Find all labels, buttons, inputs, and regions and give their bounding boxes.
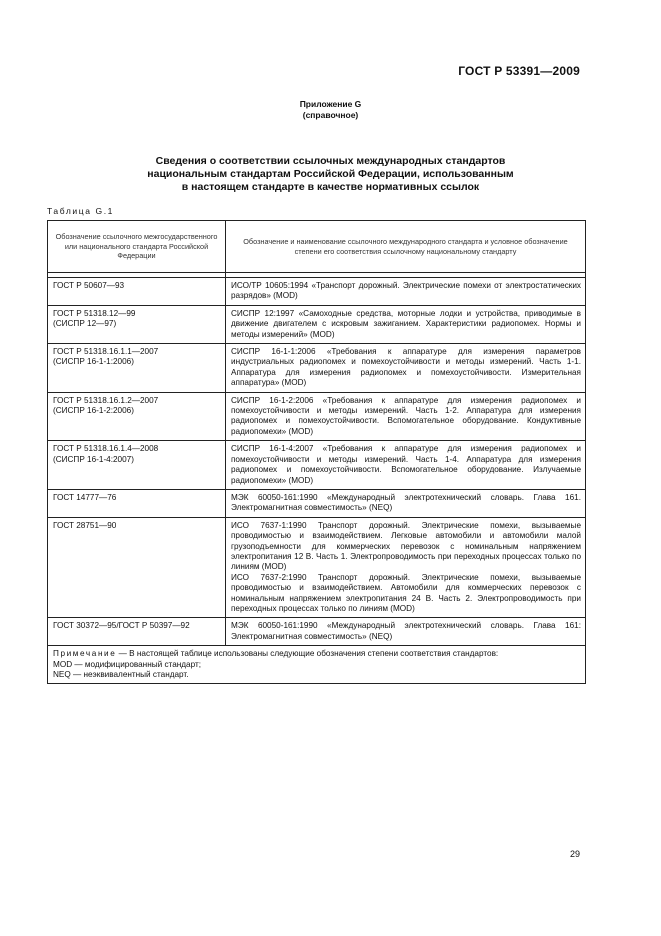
national-standard-cell xyxy=(48,305,226,343)
heading-line-2: национальным стандартам Российской Федерации, использованным xyxy=(147,168,514,180)
table-row xyxy=(48,305,586,343)
international-standard-cell xyxy=(226,517,586,618)
national-standard: ГОСТ 14777—76 xyxy=(53,492,117,502)
annex-subtitle: (справочное) xyxy=(302,110,359,120)
national-standard-equivalent: (СИСПР 16-1-1:2006) xyxy=(53,357,134,367)
national-standard-cell xyxy=(48,392,226,441)
heading-line-1: Сведения о соответствии ссылочных международных стандартов xyxy=(155,155,506,167)
international-standard-1: ИСО 7637-1:1990 Транспорт дорожный. Электрические помехи, вызываемые проводимостью и взаимодействием. Легковые автомобили и автомобили малой грузоподъемности для коммерческих перевозок с номинальным напряжением электропитания 12 В. Часть 1. Электропроводимость при переходных процессах только по линиям (MOD) xyxy=(231,520,581,572)
national-standard: ГОСТ Р 51318.16.1.4—2008 xyxy=(53,444,159,454)
national-standard-cell xyxy=(48,517,226,618)
national-standard-cell xyxy=(48,441,226,490)
national-standard: ГОСТ Р 51318.16.1.1—2007 xyxy=(53,347,159,357)
national-standard-cell xyxy=(48,489,226,517)
international-standard-cell: СИСПР 16-1-2:2006 «Требования к аппаратуре для измерения радиопомех и помехоустойчивости и методы измерений. Часть 1-2. Аппаратура для измерения радиопомех и помехоустойчивости. Вспомогательное оборудование. Кондуктивные радиопомехи» (MOD) xyxy=(226,392,586,441)
international-standard-2: ИСО 7637-2:1990 Транспорт дорожный. Электрические помехи, вызываемые проводимостью и взаимодействием. Автомобили для коммерческих перевозок с номинальным напряжением электропитания 24 В. Часть 2. Электропроводимость при переходных процессах только по линиям (MOD) xyxy=(231,572,581,613)
international-standard-cell: СИСПР 16-1-4:2007 «Требования к аппаратуре для измерения радиопомех и помехоустойчивости и методы измерений. Часть 1-4. Аппаратура для измерения радиопомех и помехоустойчивости. Вспомогательное оборудование. Излучаемые радиопомехи» (MOD) xyxy=(226,441,586,490)
table-row xyxy=(48,278,586,306)
note-intro xyxy=(53,649,581,659)
national-standard-equivalent: (СИСПР 12—97) xyxy=(53,319,117,329)
table-note xyxy=(48,646,586,684)
national-standard-cell xyxy=(48,618,226,646)
national-standard: ГОСТ Р 51318.16.1.2—2007 xyxy=(53,395,159,405)
section-heading xyxy=(0,155,661,194)
page-number: 29 xyxy=(569,849,580,859)
table-header-row xyxy=(48,221,586,273)
column-header-national: Обозначение ссылочного межгосударственного или национального стандарта Российской Федерации xyxy=(48,221,226,273)
correspondence-table xyxy=(47,220,586,684)
national-standard-cell xyxy=(48,344,226,393)
document-id: ГОСТ Р 53391—2009 xyxy=(458,64,580,78)
note-item-neq: NEQ — неэквивалентный стандарт. xyxy=(53,670,189,679)
national-standard: ГОСТ Р 50607—93 xyxy=(53,281,125,290)
international-standard-cell: МЭК 60050-161:1990 «Международный электротехнический словарь. Глава 161. Электромагнитная совместимость» (NEQ) xyxy=(226,489,586,517)
annex-header xyxy=(0,99,661,121)
table-row xyxy=(48,618,586,646)
national-standard-equivalent: (СИСПР 16-1-4:2007) xyxy=(53,454,134,464)
national-standard: ГОСТ Р 51318.12—99 xyxy=(53,308,136,318)
annex-title: Приложение G xyxy=(299,99,362,109)
national-standard: ГОСТ 28751—90 xyxy=(53,520,117,530)
table-caption: Таблица G.1 xyxy=(47,206,114,216)
note-item-mod: MOD — модифицированный стандарт; xyxy=(53,659,202,669)
international-standard-cell: ИСО/ТР 10605:1994 «Транспорт дорожный. Электрические помехи от электростатических разрядов» (MOD) xyxy=(226,278,586,306)
table-row xyxy=(48,344,586,393)
table-row xyxy=(48,517,586,618)
column-header-international: Обозначение и наименование ссылочного международного стандарта и условное обозначение степени его соответствия ссылочному национальному стандарту xyxy=(226,221,586,273)
heading-line-3: в настоящем стандарте в качестве нормативных ссылок xyxy=(181,181,480,193)
table-row xyxy=(48,392,586,441)
national-standard: ГОСТ 30372—95/ГОСТ Р 50397—92 xyxy=(53,621,190,631)
national-standard-cell xyxy=(48,278,226,306)
note-text: — В настоящей таблице использованы следующие обозначения степени соответствия стандартов: xyxy=(118,649,499,659)
national-standard-equivalent: (СИСПР 16-1-2:2006) xyxy=(53,406,134,416)
international-standard-cell: МЭК 60050-161:1990 «Международный электротехнический словарь. Глава 161: Электромагнитная совместимость» (NEQ) xyxy=(226,618,586,646)
table-row xyxy=(48,489,586,517)
international-standard-cell: СИСПР 12:1997 «Самоходные средства, моторные лодки и устройства, приводимые в движение двигателем с искровым зажиганием. Характеристики радиопомех. Нормы и методы измерений» (MOD) xyxy=(226,305,586,343)
note-label: Примечание xyxy=(53,649,117,659)
international-standard-cell: СИСПР 16-1-1:2006 «Требования к аппаратуре для измерения параметров индустриальных радиопомех и помехоустойчивости и методы измерений. Часть 1-1. Аппаратура для измерения радиопомех и помехоустойчивости. Измерительная аппаратура» (MOD) xyxy=(226,344,586,393)
table-note-row xyxy=(48,646,586,684)
table-row xyxy=(48,441,586,490)
